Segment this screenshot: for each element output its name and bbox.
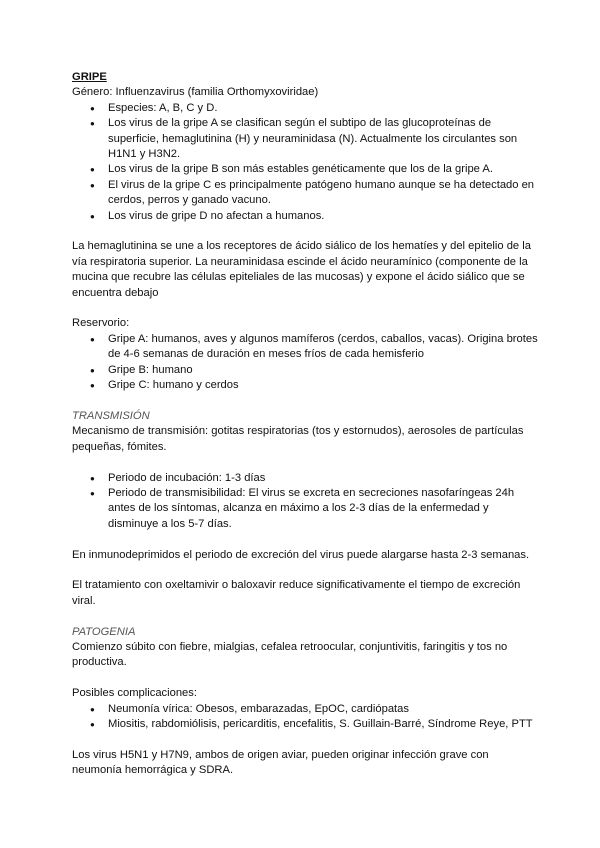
list-item: ● Los virus de gripe D no afectan a humanos. <box>72 209 540 224</box>
list-item: ● Miositis, rabdomiólisis, pericarditis, encefalitis, S. Guillain-Barré, Síndrome Reye, PTT <box>72 717 540 732</box>
spacer <box>72 455 540 470</box>
transmision-mecanismo: Mecanismo de transmisión: gotitas respiratorias (tos y estornudos), aerosoles de partículas pequeñas, fómites. <box>72 425 524 453</box>
list-item: ● Los virus de la gripe B son más estables genéticamente que los de la gripe A. <box>72 162 540 177</box>
list-item: ● Gripe B: humano <box>72 363 540 378</box>
spacer <box>72 732 540 747</box>
tratamiento-paragraph: El tratamiento con oxeltamivir o baloxavir reduce significativamente el tiempo de excreción viral. <box>72 579 521 607</box>
spacer <box>72 532 540 547</box>
final-paragraph: Los virus H5N1 y H7N9, ambos de origen aviar, pueden originar infección grave con neumonía hemorrágica y SDRA. <box>72 748 489 777</box>
patogenia-title: PATOGENIA <box>72 625 136 638</box>
reservorio-label: Reservorio: <box>72 317 130 330</box>
complicaciones-list <box>72 702 540 733</box>
complicaciones-label: Posibles complicaciones: <box>72 687 197 700</box>
list-item: ● El virus de la gripe C es principalmente patógeno humano aunque se ha detectado en cerdos, perros y ganado vacuno. <box>72 178 540 209</box>
list-item: ● Los virus de la gripe A se clasifican según el subtipo de las glucoproteínas de superficie, hemaglutinina (H) y neuraminidasa (N). Actualmente los circulantes son H1N1 y H3N2. <box>72 116 540 162</box>
transmision-title: TRANSMISIÓN <box>72 409 150 422</box>
list-item: ● Especies: A, B, C y D. <box>72 101 540 116</box>
document-page <box>72 70 540 779</box>
spacer <box>72 301 540 316</box>
genero-line: Género: Influenzavirus (familia Orthomyxoviridae) <box>72 86 319 99</box>
spacer <box>72 671 540 686</box>
spacer <box>72 394 540 409</box>
list-item: ● Neumonía vírica: Obesos, embarazadas, EpOC, cardiópatas <box>72 702 540 717</box>
list-item: ● Gripe C: humano y cerdos <box>72 378 540 393</box>
patogenia-text: Comienzo súbito con fiebre, mialgias, cefalea retroocular, conjuntivitis, faringitis y tos no productiva. <box>72 640 508 669</box>
list-item: ● Gripe A: humanos, aves y algunos mamíferos (cerdos, caballos, vacas). Origina brotes de 4-6 semanas de duración en meses fríos de cada hemisferio <box>72 332 540 363</box>
list-item: ● Periodo de transmisibilidad: El virus se excreta en secreciones nasofaríngeas 24h antes de los síntomas, alcanza en máximo a los 2-3 días de la enfermedad y disminuye a los 5-7 días. <box>72 486 540 532</box>
spacer <box>72 563 540 578</box>
hemaglutinina-paragraph: La hemaglutinina se une a los receptores de ácido siálico de los hematíes y del epitelio de la vía respiratoria superior. La neuraminidasa escinde el ácido neuramínico (componente de la mucina que recubre las células epiteliales de las mucosas) y expone el ácido siálico que se encuentra debajo <box>72 240 531 299</box>
inmunodeprimidos-paragraph: En inmunodeprimidos el periodo de excreción del virus puede alargarse hasta 2-3 semanas. <box>72 548 530 561</box>
spacer <box>72 609 540 624</box>
spacer <box>72 224 540 239</box>
list-item: ● Periodo de incubación: 1-3 días <box>72 471 540 486</box>
genero-list <box>72 101 540 224</box>
reservorio-list <box>72 332 540 394</box>
transmision-list <box>72 471 540 533</box>
document-heading: GRIPE <box>72 71 107 83</box>
